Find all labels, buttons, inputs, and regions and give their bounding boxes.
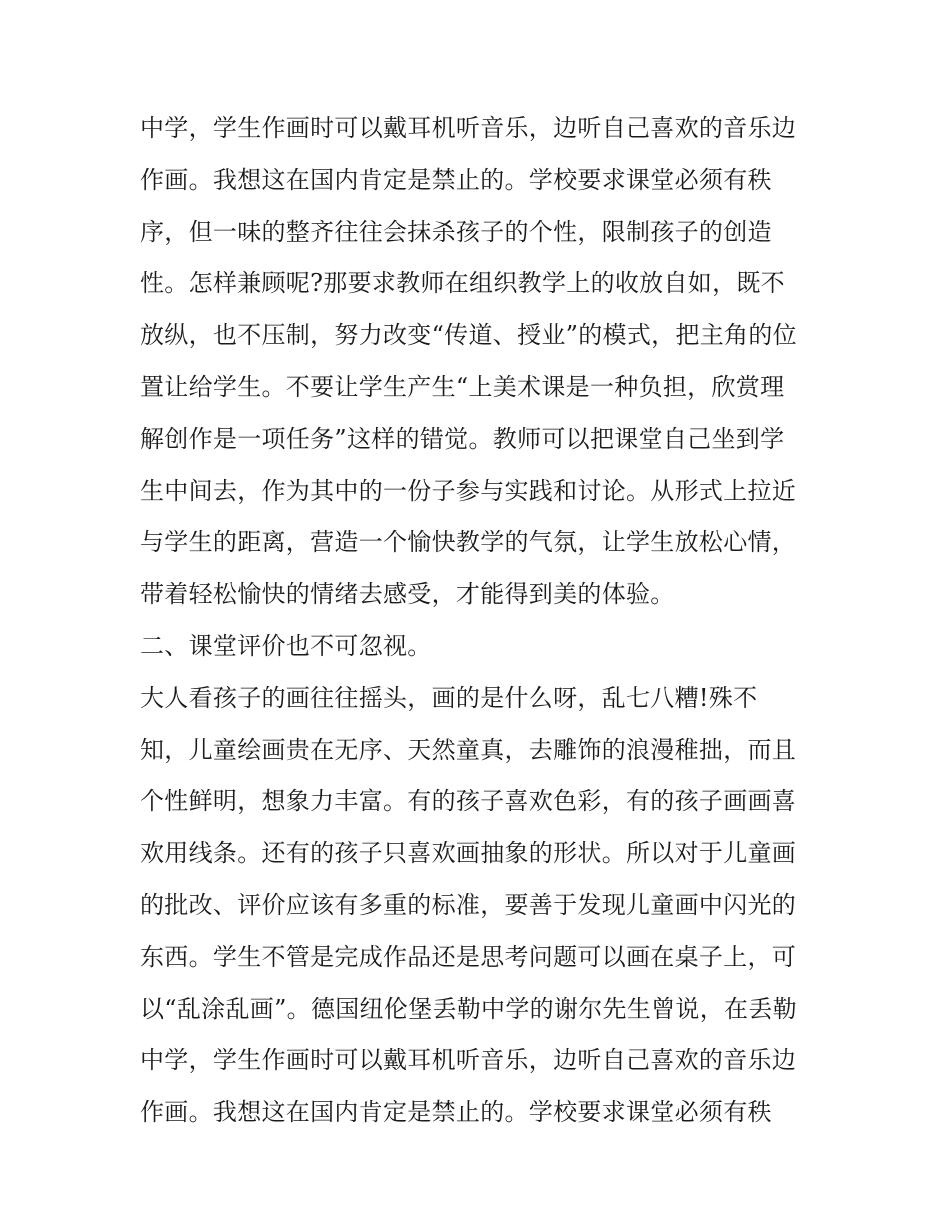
text-line: 知，儿童绘画贵在无序、天然童真，去雕饰的浪漫稚拙，而且: [140, 735, 797, 764]
text-line: 与学生的距离，营造一个愉快教学的气氛，让学生放松心情，: [140, 528, 797, 557]
text-line: 作画。我想这在国内肯定是禁止的。学校要求课堂必须有秩: [140, 1098, 772, 1127]
body-text: [140, 103, 830, 1139]
text-line: 东西。学生不管是完成作品还是思考问题可以画在桌子上，可: [140, 942, 797, 971]
text-line: 的批改、评价应该有多重的标准，要善于发现儿童画中闪光的: [140, 890, 797, 919]
text-line: 置让给学生。不要让学生产生“上美术课是一种负担，欣赏理: [140, 372, 785, 401]
text-line: 带着轻松愉快的情绪去感受，才能得到美的体验。: [140, 580, 675, 609]
section-heading: 二、课堂评价也不可忽视。: [140, 631, 432, 660]
text-line: 序，但一味的整齐往往会抹杀孩子的个性，限制孩子的创造: [140, 217, 772, 246]
text-line: 欢用线条。还有的孩子只喜欢画抽象的形状。所以对于儿童画: [140, 839, 797, 868]
text-line: 中学，学生作画时可以戴耳机听音乐，边听自己喜欢的音乐边: [140, 1046, 797, 1075]
text-line: 个性鲜明，想象力丰富。有的孩子喜欢色彩，有的孩子画画喜: [140, 787, 797, 816]
text-line: 放纵，也不压制，努力改变“传道、授业”的模式，把主角的位: [140, 321, 797, 350]
text-line: 性。怎样兼顾呢?那要求教师在组织教学上的收放自如，既不: [140, 269, 785, 298]
text-line: 大人看孩子的画往往摇头，画的是什么呀，乱七八糟!殊不: [140, 683, 758, 712]
text-line: 生中间去，作为其中的一份子参与实践和讨论。从形式上拉近: [140, 476, 797, 505]
text-line: 中学，学生作画时可以戴耳机听音乐，边听自己喜欢的音乐边: [140, 114, 797, 142]
text-line: 解创作是一项任务”这样的错觉。教师可以把课堂自己坐到学: [140, 424, 785, 453]
text-line: 以“乱涂乱画”。德国纽伦堡丢勒中学的谢尔先生曾说，在丢勒: [140, 994, 797, 1023]
text-line: 作画。我想这在国内肯定是禁止的。学校要求课堂必须有秩: [140, 165, 772, 194]
